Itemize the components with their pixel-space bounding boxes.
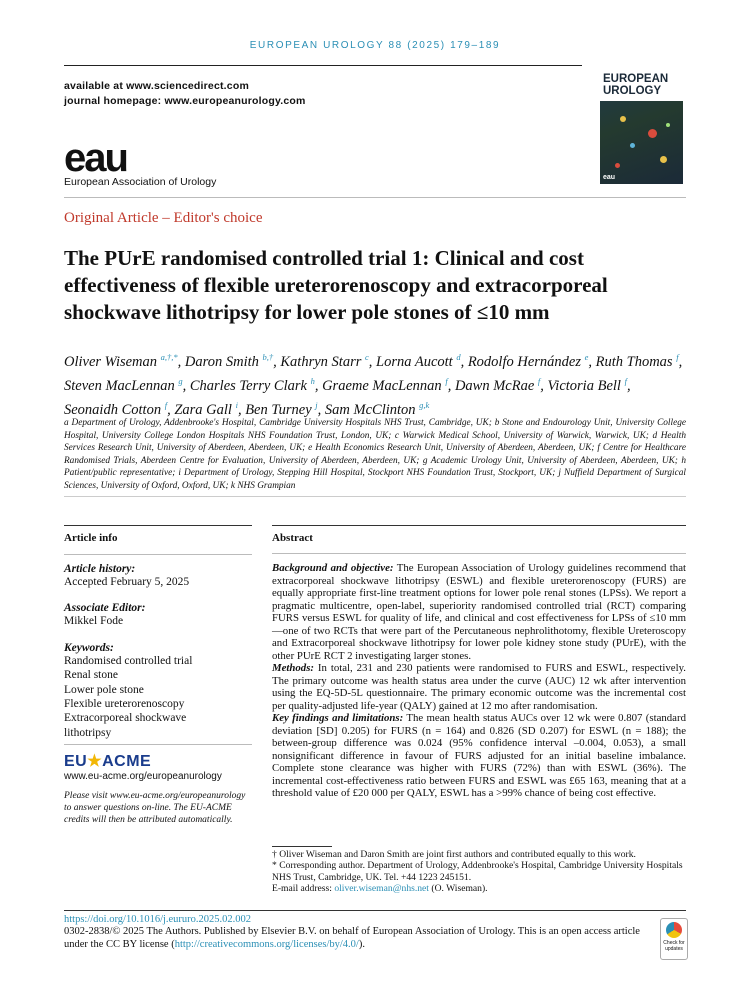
author-affiliation-marker[interactable]: h (310, 375, 315, 386)
email-link[interactable]: oliver.wiseman@nhs.net (334, 883, 429, 895)
eau-logo (64, 136, 217, 188)
footer-divider (64, 910, 686, 911)
article-history-label: Article history: (64, 563, 136, 575)
author-name: Ruth Thomas (595, 353, 677, 370)
author-affiliation-marker[interactable]: f (676, 352, 679, 362)
author-affiliation-marker[interactable]: g,k (419, 399, 430, 410)
joint-author-note: † Oliver Wiseman and Daron Smith are joint first authors and contributed equally to this work. (272, 849, 636, 860)
keyword-item: Randomised controlled trial (64, 654, 193, 667)
author-name: Victoria Bell (547, 377, 625, 394)
author-name: Lorna Aucott (376, 353, 457, 370)
abstract-findings: Key findings and limitations: The mean health status AUCs over 12 wk were 0.807 (standard deviation [SD] 0.205) for FURS (n = 164) and 0.826 (SD 0.207) for ESWL (n = 188); the between-group difference was 0.024 (95% confidence interval –0.004, 0.053), a small nonsignificant difference in favour of FURS adjusted for an initial baseline imbalance. Complete stone clearance was higher with FURS (72%) than with ESWL (36%). The incremental cost-effectiveness ratio between FURS and ESWL was £65 163, meaning that at a threshold value of £20 000 per QALY, ESWL has a >99% chance of being cost effective. (272, 712, 686, 799)
associate-editor-value: Mikkel Fode (64, 615, 124, 628)
section-divider (64, 197, 686, 198)
author-name: Rodolfo Hernández (467, 353, 585, 370)
associate-editor-label: Associate Editor: (64, 602, 146, 615)
author-name: Dawn McRae (454, 377, 538, 394)
author-affiliation-marker[interactable]: f (537, 375, 541, 386)
author-affiliation-marker[interactable]: j (315, 399, 318, 410)
author-affiliation-marker[interactable]: g (178, 375, 183, 386)
sciencedirect-link[interactable]: available at www.sciencedirect.com (64, 80, 249, 92)
keyword-item: lithotripsy (64, 726, 112, 739)
abstract-methods: Methods: In total, 231 and 230 patients were randomised to FURS and ESWL, respectively. The primary outcome was health status area under the curve (AUC) 12 wk after intervention using the EQ-5D-5L questionnaire. The primary economic outcome was the incremental cost per quality-adjusted life-year (QALY) gained at 12 mo after randomisation. (272, 662, 686, 712)
abstract-background: Background and objective: The European Association of Urology guidelines recommend that extracorporeal shockwave lithotripsy (ESWL) and flexible ureterorenoscopy (FURS) are equally appropriate first-line treatment options for lower pole renal stones (LPSs). We report a pragmatic multicentre, open-label, superiority randomised controlled trial (RCT) comparing FURS versus ESWL for quality of life, and clinical and cost effectiveness for LPSs of ≤10 mm—one of two RCTs that were part of the Percutaneous nephrolithotomy, flexible Ureteroscopy and Extracorporeal shockwave lithotripsy for lower pole kidney stone study (PUrE), with the other PUrE RCT 2 investigating larger stones. (272, 562, 686, 662)
article-history-value: Accepted February 5, 2025 (64, 576, 190, 588)
doi-link[interactable]: https://doi.org/10.1016/j.eururo.2025.02.002 (64, 914, 252, 925)
author-list: Oliver Wiseman $^{a,\dagger,*}$, Daron Smith $^{b,\dagger}$, Kathryn Starr $^c$, Lorna Aucott $^d$, Rodolfo Hernández $^e$, Ruth Thomas $^f$, Steven MacLennan $^g$, Charles Terry Clark $^h$, Graeme MacLennan $^f$, Dawn McRae $^f$, Victoria Bell $^f$, Seonaidh Cotton $^f$, Zara Gall $^i$, Ben Turney $^j$, Sam McClinton $^{g,k}$ (64, 352, 683, 418)
eau-logo-mark: eau (64, 136, 127, 180)
eu-acme-url[interactable]: www.eu-acme.org/europeanurology (64, 771, 222, 783)
license-link[interactable]: http://creativecommons.org/licenses/by/4.0/ (174, 938, 359, 950)
author-name: Zara Gall (174, 401, 236, 418)
author-name: Seonaidh Cotton (64, 401, 165, 418)
author-affiliation-marker[interactable]: f (624, 375, 627, 386)
keyword-item: Flexible ureterorenoscopy (64, 698, 185, 711)
keyword-item: Extracorporeal shockwave (64, 712, 187, 725)
keywords-list (64, 654, 252, 740)
eu-acme-note: Please visit www.eu-acme.org/europeanurology to answer questions on-line. The EU-ACME credits will then be attributed automatically. (64, 791, 246, 826)
eau-name: European Association of Urology (64, 176, 217, 188)
author-affiliation-marker[interactable]: a,†,* (160, 352, 178, 362)
cover-eau-mark: eau (603, 174, 616, 181)
affiliations: a Department of Urology, Addenbrooke's Hospital, Cambridge University Hospitals NHS Trust, Cambridge, UK; b Stone and Endourology Unit, University College Hospital, University College London Hospitals NHS Foundation Trust, London, UK; c Warwick Medical School, University of Warwick, Warwick, UK; d Health Services Research Unit, University of Aberdeen, Aberdeen, UK; e Health Economics Research Unit, University of Aberdeen, Aberdeen, UK; f Centre for Healthcare Randomised Trials, Aberdeen Centre for Evaluation, University of Aberdeen, Aberdeen, UK; g Academic Urology Unit, University of Aberdeen, Aberdeen, UK; h Patient/public representative; i Department of Urology, Stepping Hill Hospital, Stockport NHS Foundation Trust, Stockport, UK; j Nuffield Department of Surgical Sciences, University of Oxford, Oxford, UK; k NHS Grampian (64, 418, 686, 491)
email-line: E-mail address: oliver.wiseman@nhs.net (O. Wiseman). (272, 883, 488, 895)
article-type: Original Article – Editor's choice (64, 210, 263, 226)
star-icon: ★ (87, 753, 103, 771)
keywords-label: Keywords: (64, 641, 114, 654)
author-name: Steven MacLennan (64, 377, 179, 394)
journal-cover-image (600, 71, 683, 184)
availability-info (64, 79, 306, 109)
author-name: Ben Turney (245, 401, 316, 418)
author-name: Daron Smith (184, 353, 263, 370)
author-affiliation-marker[interactable]: d (456, 352, 461, 362)
abstract-column (272, 525, 686, 800)
author-affiliation-marker[interactable]: f (164, 399, 168, 410)
author-name: Charles Terry Clark (189, 377, 311, 394)
license-text: 0302-2838/© 2025 The Authors. Published by Elsevier B.V. on behalf of European Association of Urology. This is an open access article under the CC BY license (http://creativecommons.org/licenses/by/4.0/). (64, 926, 640, 950)
footnotes (272, 849, 686, 895)
footnote-divider (272, 846, 332, 847)
author-name: Graeme MacLennan (322, 377, 446, 394)
article-info-heading: Article info (64, 532, 118, 544)
cover-title: EUROPEAN UROLOGY (603, 73, 669, 97)
author-affiliation-marker[interactable]: i (235, 399, 238, 410)
eu-acme-block[interactable] (64, 751, 252, 782)
author-affiliation-marker[interactable]: b,† (262, 352, 274, 362)
author-affiliation-marker[interactable]: f (445, 375, 448, 386)
author-name: Oliver Wiseman (64, 353, 161, 370)
article-title: The PUrE randomised controlled trial 1: Clinical and cost effectiveness of flexible ureterorenoscopy and extracorporeal shockwave lithotripsy for lower pole stones of ≤10 mm (64, 246, 608, 324)
eu-acme-logo: EU★ACME (64, 753, 152, 771)
corresponding-author-note: * Corresponding author. Department of Urology, Addenbrooke's Hospital, Cambridge University Hospitals NHS Trust, Cambridge, UK. Tel. +44 1223 245151. (272, 860, 683, 883)
affiliations-divider (64, 496, 686, 497)
article-info-column (64, 525, 252, 826)
author-name: Sam McClinton (324, 401, 420, 418)
header-divider (64, 65, 582, 66)
abstract-heading: Abstract (272, 532, 313, 544)
check-for-updates-badge[interactable]: Check for updates (660, 918, 688, 960)
keyword-item: Lower pole stone (64, 683, 144, 696)
author-name: Kathryn Starr (280, 353, 365, 370)
update-icon (666, 922, 682, 938)
author-affiliation-marker[interactable]: c (364, 352, 369, 362)
keyword-item: Renal stone (64, 669, 118, 682)
journal-reference: EUROPEAN UROLOGY 88 (2025) 179–189 (249, 40, 501, 51)
author-affiliation-marker[interactable]: e (584, 352, 589, 362)
journal-homepage-link[interactable]: journal homepage: www.europeanurology.com (64, 95, 306, 107)
